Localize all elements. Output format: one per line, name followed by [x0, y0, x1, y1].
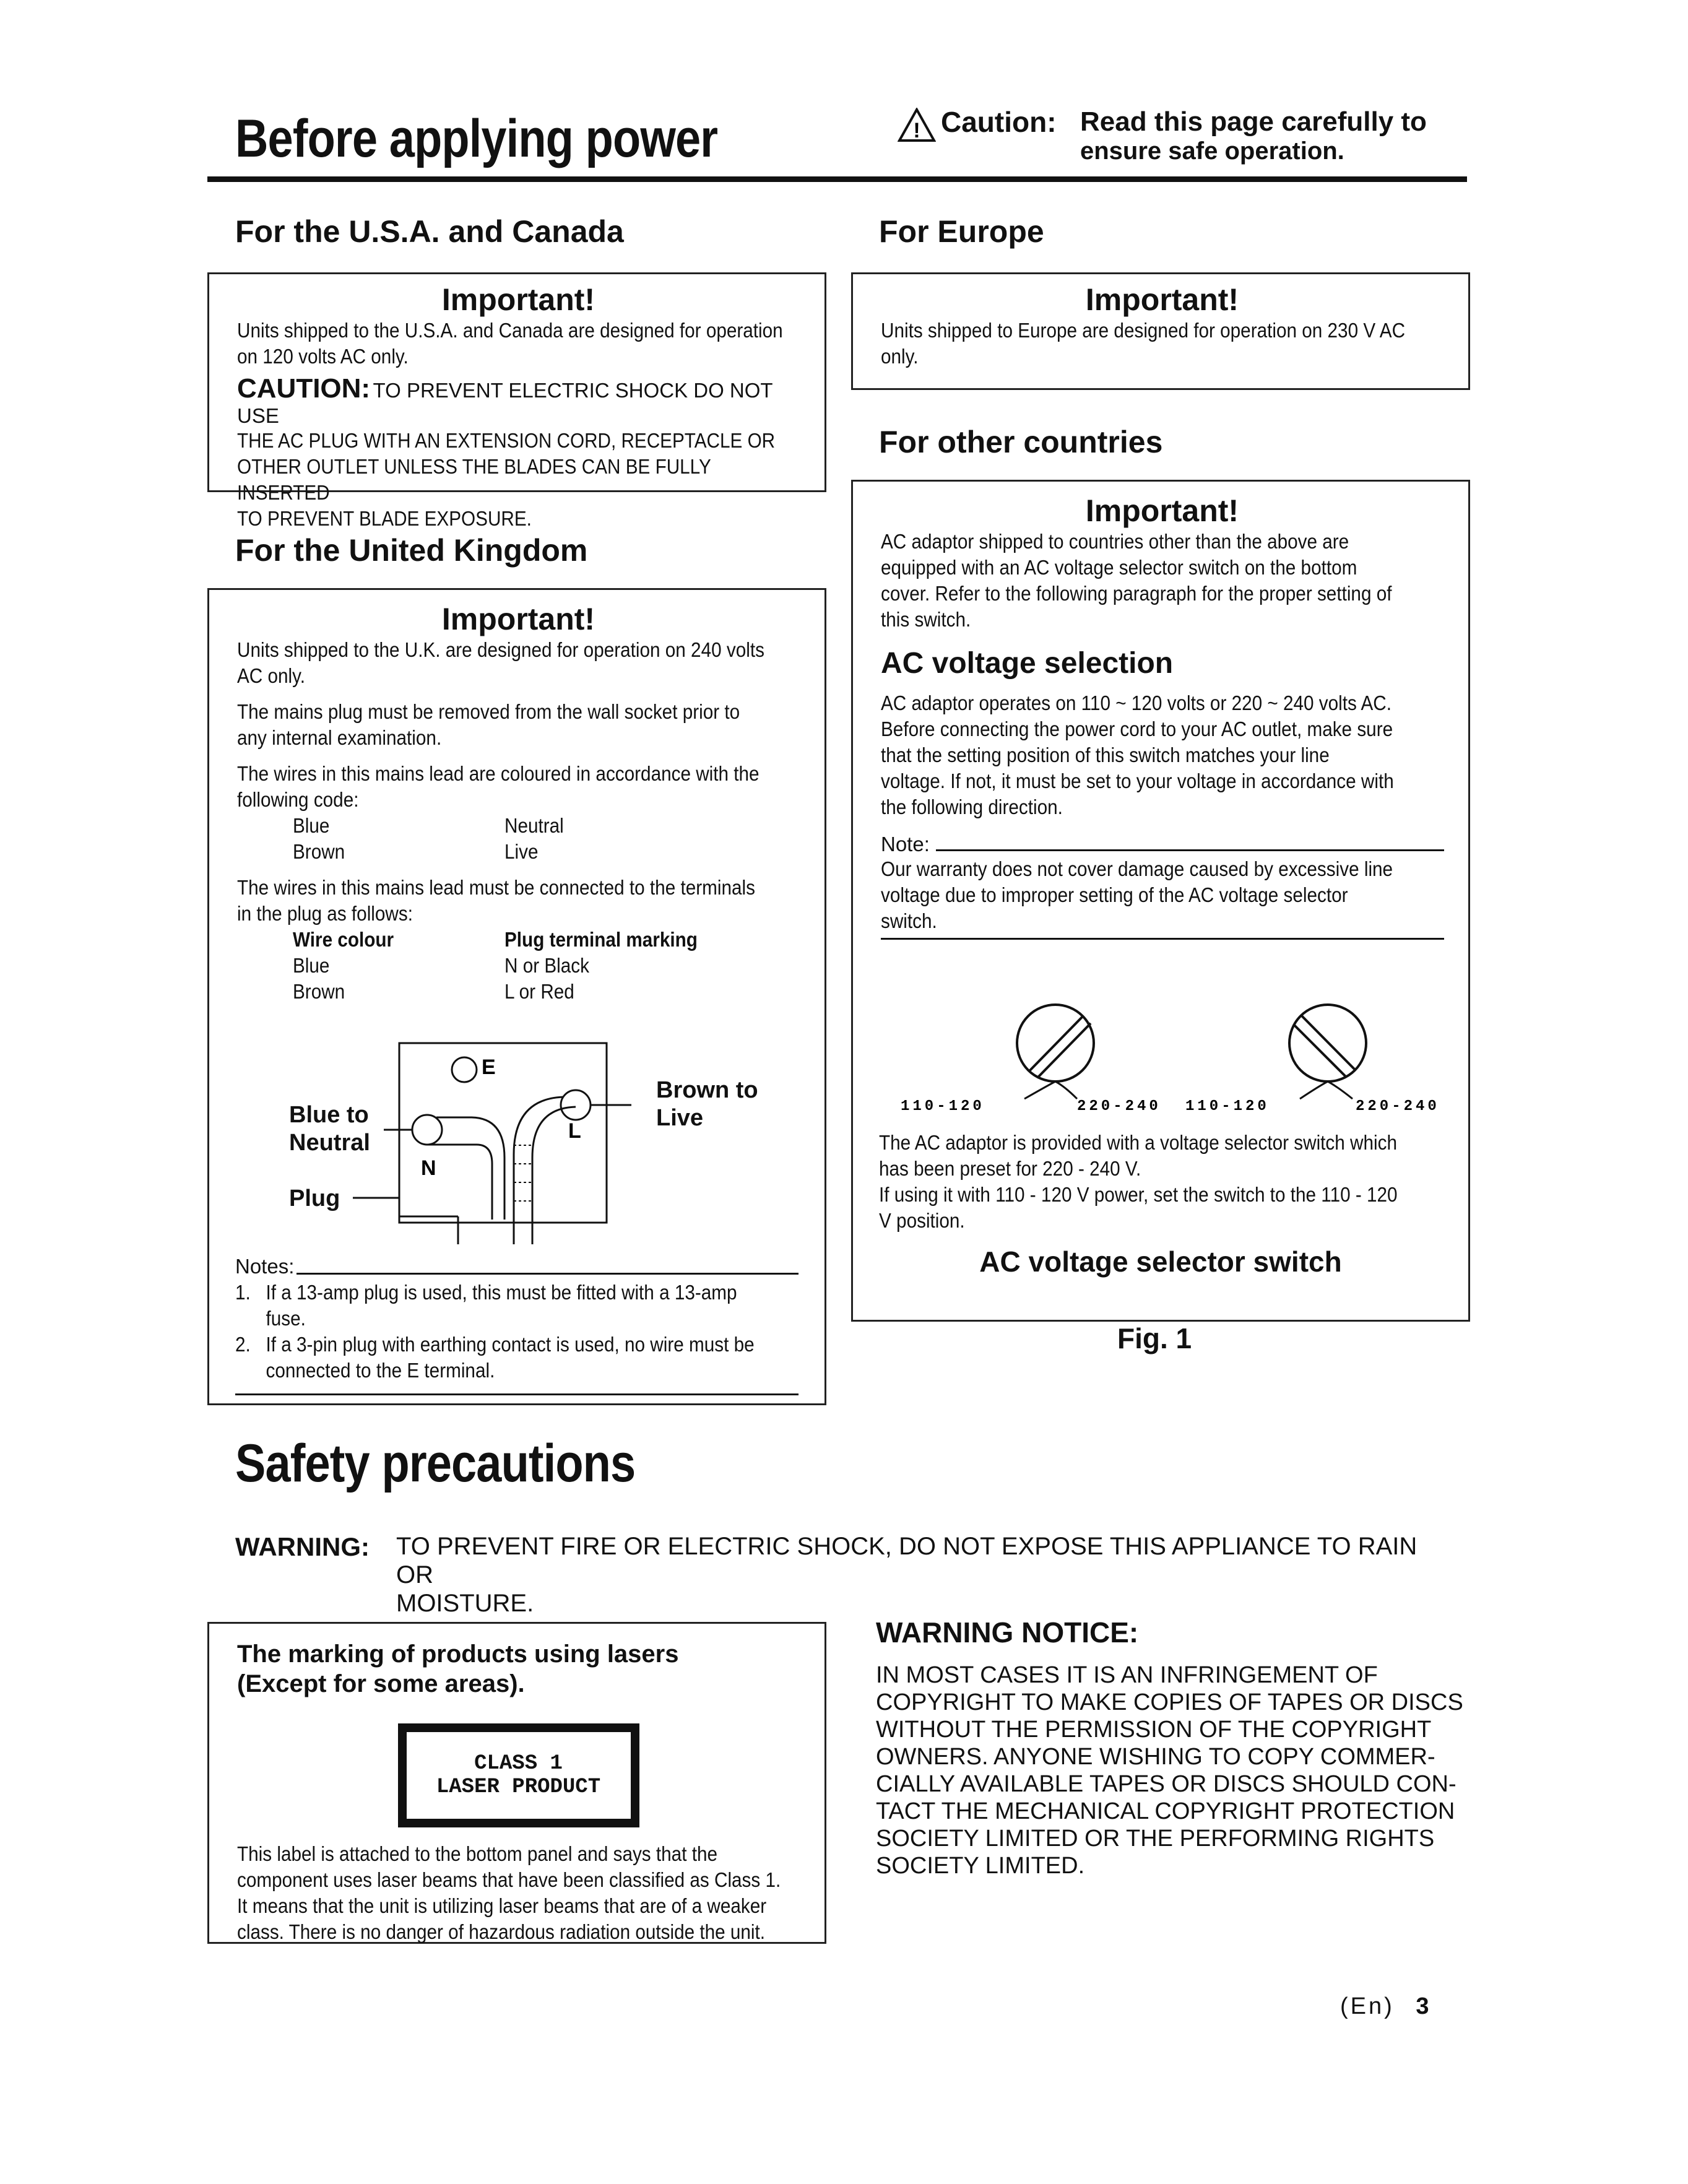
code-row-brown: [237, 839, 855, 865]
uk-notes: [235, 1254, 799, 1395]
text-line: component uses laser beams that have been classified as Class 1.: [237, 1868, 781, 1891]
caution-label: Caution:: [941, 106, 1057, 138]
important-heading: Important!: [1085, 493, 1239, 528]
wire-table-row: [237, 979, 855, 1005]
text-line: equipped with an AC voltage selector switch on the bottom: [881, 556, 1357, 579]
text-line: The wires in this mains lead must be connected to the terminals: [237, 876, 755, 899]
laser-title: (Except for some areas).: [237, 1670, 525, 1697]
usa-important-box: [207, 272, 826, 530]
note-item: [235, 1332, 829, 1384]
caution-text-line1: Read this page carefully to: [1080, 106, 1427, 137]
text-line: This label is attached to the bottom panel and says that the: [237, 1842, 717, 1865]
caution-text: TO PREVENT ELECTRIC SHOCK DO NOT USE: [237, 379, 773, 427]
switch2-left-label: 110-120: [1185, 1098, 1270, 1115]
text-line: following code:: [237, 788, 359, 811]
text-line: The wires in this mains lead are coloured in accordance with the: [237, 762, 760, 785]
text-line: AC adaptor operates on 110 ~ 120 volts or 220 ~ 240 volts AC.: [881, 691, 1392, 714]
warning-line: MOISTURE.: [396, 1590, 534, 1617]
note-rule: [936, 849, 1444, 851]
text-line: The mains plug must be removed from the wall socket prior to: [237, 700, 740, 723]
wire-table-header: [237, 927, 855, 953]
table-cell: L or Red: [504, 980, 574, 1003]
diagram-label-l: L: [568, 1119, 581, 1143]
switch1-left-label: 110-120: [901, 1098, 985, 1115]
caution-text: THE AC PLUG WITH AN EXTENSION CORD, RECEPTACLE OR: [237, 429, 776, 452]
diagram-label-n: N: [421, 1156, 436, 1180]
page-title: Before applying power: [235, 109, 718, 168]
code-value: Neutral: [504, 814, 564, 837]
text-line: cover. Refer to the following paragraph for the proper setting of: [881, 582, 1392, 605]
switch-setting-1: [1017, 1005, 1094, 1099]
europe-heading: For Europe: [879, 214, 1044, 249]
text-line: voltage. If not, it must be set to your voltage in accordance with: [881, 769, 1394, 792]
diagram-label-e: E: [482, 1055, 496, 1079]
switch-setting-2: [1289, 1005, 1366, 1099]
notice-line: TACT THE MECHANICAL COPYRIGHT PROTECTION: [876, 1798, 1455, 1824]
note-item: [235, 1280, 829, 1332]
code-label: Blue: [293, 814, 330, 837]
caution-text: TO PREVENT BLADE EXPOSURE.: [237, 507, 532, 530]
note-text: fuse.: [266, 1307, 306, 1330]
switch-caption: AC voltage selector switch: [979, 1246, 1342, 1278]
note-text: connected to the E terminal.: [266, 1359, 495, 1382]
column-header: Wire colour: [293, 928, 394, 951]
text-line: If using it with 110 - 120 V power, set the switch to the 110 - 120: [879, 1183, 1398, 1206]
table-cell: Blue: [293, 954, 330, 977]
ac-voltage-selection-heading: AC voltage selection: [881, 647, 1174, 680]
laser-box: [207, 1622, 826, 1944]
page-footer: [1340, 1993, 1429, 2020]
label-product: LASER PRODUCT: [436, 1775, 601, 1799]
important-heading: Important!: [1085, 282, 1239, 317]
text-line: that the setting position of this switch matches your line: [881, 743, 1330, 766]
notice-line: SOCIETY LIMITED.: [876, 1853, 1085, 1879]
figure-label: Fig. 1: [1117, 1322, 1192, 1354]
note-number: 1.: [235, 1281, 251, 1304]
text-line: V position.: [879, 1209, 965, 1232]
switch-description: [879, 1130, 1442, 1278]
caution-text: OTHER OUTLET UNLESS THE BLADES CAN BE FULLY INSERTED: [237, 455, 711, 504]
note-text: If a 3-pin plug with earthing contact is used, no wire must be: [266, 1333, 755, 1356]
notice-line: IN MOST CASES IT IS AN INFRINGEMENT OF: [876, 1662, 1378, 1688]
page-number: 3: [1416, 1993, 1429, 2019]
important-heading: Important!: [441, 602, 595, 636]
label-class: CLASS 1: [474, 1752, 563, 1775]
text-line: class. There is no danger of hazardous radiation outside the unit.: [237, 1920, 766, 1943]
notice-line: OWNERS. ANYONE WISHING TO COPY COMMER-: [876, 1744, 1435, 1770]
text-line: It means that the unit is utilizing laser beams that are of a weaker: [237, 1894, 767, 1917]
important-heading: Important!: [441, 282, 595, 317]
language-code: (En): [1340, 1993, 1395, 2019]
warning-label: WARNING:: [235, 1532, 370, 1561]
text-line: any internal examination.: [237, 726, 442, 749]
europe-important-box: [851, 272, 1470, 390]
text-line: in the plug as follows:: [237, 902, 413, 925]
live-label: Live: [656, 1105, 704, 1131]
code-label: Brown: [293, 840, 345, 863]
other-countries-heading: For other countries: [879, 425, 1163, 459]
neutral-label: Neutral: [289, 1130, 370, 1156]
laser-product-label: [398, 1723, 639, 1827]
caution-label: CAUTION:: [237, 373, 371, 404]
uk-heading: For the United Kingdom: [235, 533, 588, 568]
notice-line: WITHOUT THE PERMISSION OF THE COPYRIGHT: [876, 1717, 1432, 1743]
text-line: voltage due to improper setting of the AC voltage selector: [881, 883, 1348, 906]
text-line: has been preset for 220 - 240 V.: [879, 1157, 1141, 1180]
brown-to-label: Brown to: [656, 1077, 758, 1103]
svg-text:!: !: [913, 119, 920, 142]
note-text: If a 13-amp plug is used, this must be fitted with a 13-amp: [266, 1281, 737, 1304]
notes-rule: [296, 1273, 799, 1275]
text-line: on 120 volts AC only.: [237, 345, 409, 368]
text-line: Units shipped to the U.S.A. and Canada are designed for operation: [237, 319, 783, 342]
caution-text-line2: ensure safe operation.: [1080, 137, 1344, 165]
notes-label: Notes:: [235, 1255, 295, 1278]
text-line: AC adaptor shipped to countries other than the above are: [881, 530, 1349, 553]
plug-label: Plug: [289, 1185, 340, 1211]
notice-line: COPYRIGHT TO MAKE COPIES OF TAPES OR DISCS: [876, 1689, 1463, 1715]
switch1-right-label: 220-240: [1077, 1098, 1161, 1115]
text-line: the following direction.: [881, 795, 1063, 818]
notice-line: CIALLY AVAILABLE TAPES OR DISCS SHOULD CON-: [876, 1771, 1456, 1797]
note-end-rule: [881, 938, 1444, 940]
text-line: AC only.: [237, 664, 306, 687]
code-value: Live: [504, 840, 539, 863]
warning-triangle-icon: [898, 108, 936, 142]
safety-title: Safety precautions: [235, 1434, 636, 1493]
column-header: Plug terminal marking: [504, 928, 698, 951]
header-rule: [207, 176, 1467, 182]
warning-notice: [876, 1616, 1464, 1879]
note-label: Note:: [881, 833, 930, 856]
laser-title: The marking of products using lasers: [237, 1640, 679, 1668]
text-line: Our warranty does not cover damage caused by excessive line: [881, 857, 1393, 880]
usa-heading: For the U.S.A. and Canada: [235, 214, 624, 249]
text-line: only.: [881, 345, 919, 368]
table-cell: N or Black: [504, 954, 589, 977]
voltage-switch-diagram: [891, 1000, 1448, 1124]
blue-to-label: Blue to: [289, 1102, 369, 1128]
text-line: Units shipped to Europe are designed for operation on 230 V AC: [881, 319, 1406, 342]
text-line: The AC adaptor is provided with a voltage selector switch which: [879, 1131, 1397, 1154]
text-line: this switch.: [881, 608, 971, 631]
text-line: Units shipped to the U.K. are designed for operation on 240 volts: [237, 638, 764, 661]
warning-text: [396, 1532, 1448, 1618]
notes-end-rule: [235, 1393, 799, 1395]
text-line: switch.: [881, 909, 937, 932]
code-row-blue: [237, 813, 855, 839]
wire-table-row: [237, 953, 855, 979]
text-line: Before connecting the power cord to your AC outlet, make sure: [881, 717, 1393, 740]
notice-title: WARNING NOTICE:: [876, 1616, 1139, 1649]
note-number: 2.: [235, 1333, 251, 1356]
switch2-right-label: 220-240: [1356, 1098, 1440, 1115]
table-cell: Brown: [293, 980, 345, 1003]
notice-line: SOCIETY LIMITED OR THE PERFORMING RIGHTS: [876, 1826, 1435, 1852]
warning-line: TO PREVENT FIRE OR ELECTRIC SHOCK, DO NOT EXPOSE THIS APPLIANCE TO RAIN OR: [396, 1533, 1417, 1588]
